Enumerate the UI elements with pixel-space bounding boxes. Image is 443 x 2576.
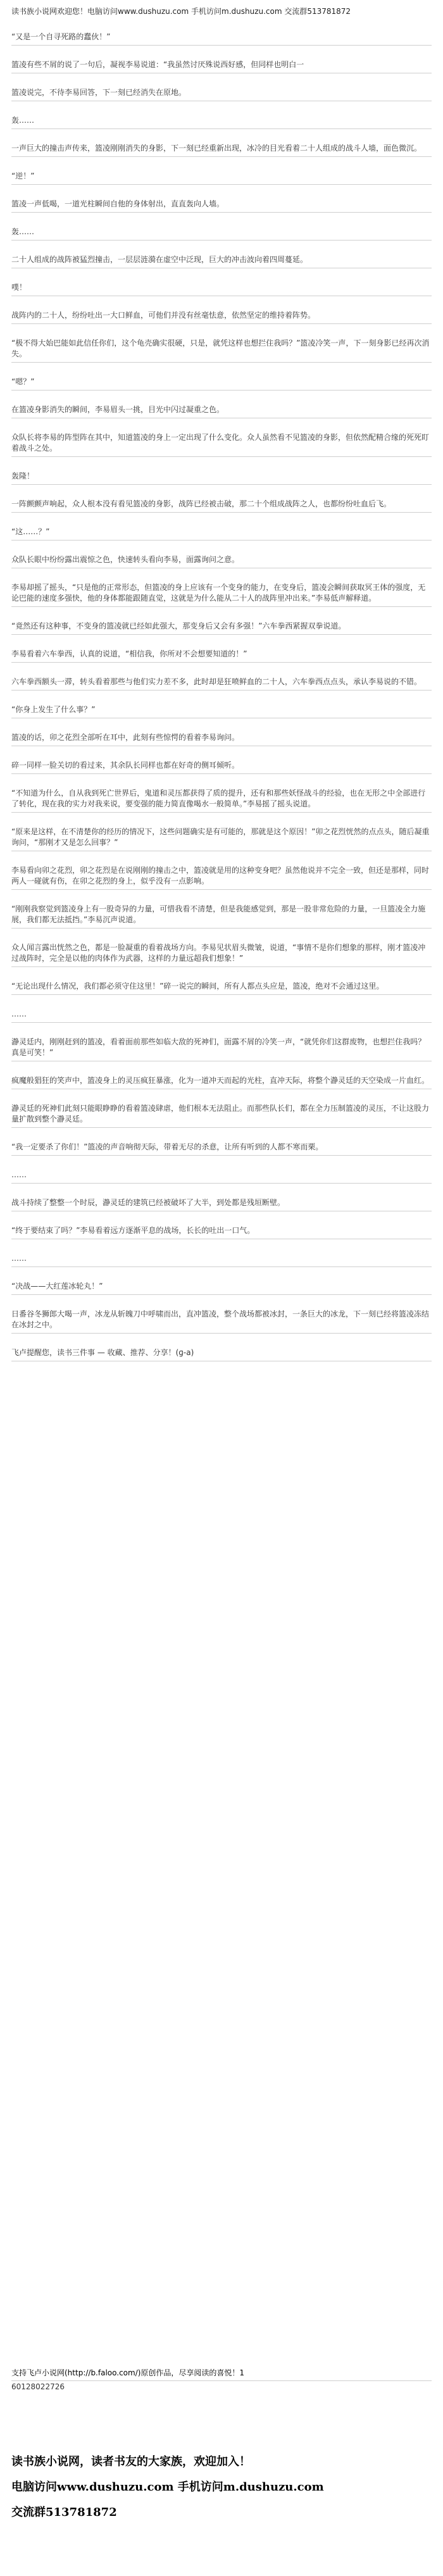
- story-paragraph: 李易看向卯之花烈，卯之花烈是在说刚刚的撞击之中，篮凌就是用的这种变身吧？虽然他说并不完全一致，但还是那样，同时两人一碰就有伤，在卯之花烈的身上，似乎没有一点影响。: [11, 865, 432, 890]
- story-paragraph: 在篮凌身影消失的瞬间，李易眉头一挑，目光中闪过凝重之色。: [11, 404, 432, 418]
- story-paragraph: “不知道为什么，自从我到死亡世界后，鬼道和灵压都获得了质的提升，还有和那些妖怪战斗的经验，也在无形之中全部进行了转化，现在我的实力对我来说，要变强的能力简直像喝水一般简单。”李易摇了摇头说道。: [11, 788, 432, 813]
- story-paragraph: “决战——大红莲冰轮丸！”: [11, 1281, 432, 1295]
- story-paragraph: 飞卢提醒您，读书三件事 — 收藏、推荐、分享！(ɡ-a): [11, 1347, 432, 1361]
- story-paragraph: “无论出现什么情况，我们都必须守住这里！”碎一说完的瞬间，所有人都点头应是，篮凌，绝对不会通过这里。: [11, 981, 432, 995]
- story-paragraph: “原来是这样，在不清楚你的经历的情况下，这些问题确实是有可能的，那就是这个原因！”卯之花烈恍然的点点头，随后凝重询问，“那刚才又是怎么回事？”: [11, 827, 432, 851]
- story-paragraph: ……: [11, 1170, 432, 1184]
- site-promo: [11, 2449, 432, 2525]
- story-paragraph: 二十人组成的战阵被猛烈撞击，一层层涟漪在虚空中泛现，巨大的冲击波向着四周蔓延。: [11, 254, 432, 268]
- story-paragraph: 战阵内的二十人，纷纷吐出一大口鲜血，可他们并没有丝毫怯意，依然坚定的维持着阵势。: [11, 310, 432, 324]
- story-paragraph: “逆！”: [11, 171, 432, 185]
- story-paragraph: 噗！: [11, 282, 432, 296]
- story-paragraph: “嗯？”: [11, 377, 432, 391]
- story-paragraph: 篮凌说完，不待李易回答，下一刻已经消失在原地。: [11, 87, 432, 101]
- story-paragraph: ……: [11, 1253, 432, 1267]
- story-paragraph: 李易却摇了摇头，“只是他的正常形态，但篮凌的身上应该有一个变身的能力，在变身后，篮凌会瞬间获取冥王体的强度，无论巴能的速度多强快，他的身体都能跟随直觉，这就是为什么能从二十人的战阵里冲出来。”李易低声解释道。: [11, 582, 432, 607]
- story-paragraph: ……: [11, 1009, 432, 1023]
- story-paragraph: 瀞灵廷内，刚刚赶到的篮凌，看着面前那些如临大敌的死神们，面露不屑的冷笑一声，“就凭你们这群废物，也想拦住我吗？真是可笑！”: [11, 1037, 432, 1061]
- story-paragraph: 轰……: [11, 227, 432, 241]
- support-link[interactable]: 支持飞卢小说网(http://b.faloo.com/)原创作品，尽享阅读的喜悦！1: [11, 2368, 245, 2377]
- story-paragraph: “终于要结束了吗？”李易看着远方逐渐平息的战场，长长的吐出一口气。: [11, 1225, 432, 1239]
- story-paragraph: 一阵颤颤声响起，众人根本没有看见篮凌的身影，战阵已经被击破，那二十个组成战阵之人，也都纷纷吐血后飞。: [11, 499, 432, 513]
- story-paragraph: 战斗持续了整整一个时辰，瀞灵廷的建筑已经被破坏了大半，到处都是残垣断壁。: [11, 1197, 432, 1211]
- story-paragraph: “刚刚我察觉到篮凌身上有一股奇异的力量，可惜我看不清楚，但是我能感觉到，那是一股非常危险的力量，一旦篮凌全力施展，我们都无法抵挡。”李易沉声说道。: [11, 904, 432, 928]
- promo-urls: 电脑访问www.dushuzu.com 手机访问m.dushuzu.com: [11, 2480, 324, 2494]
- story-paragraph: “这……？”: [11, 527, 432, 541]
- story-paragraph: 轰隆！: [11, 471, 432, 485]
- story-paragraph: 众队长将李易的阵型阵在其中，知道篮凌的身上一定出现了什么变化。众人虽然看不见篮凌的身影，但依然配精合缘的死死盯着战斗之处。: [11, 432, 432, 457]
- story-paragraph: 一声巨大的撞击声传来，篮凌刚刚消失的身影，下一刻已经重新出现，冰冷的目光看着二十人组成的战斗人墙，面色微沉。: [11, 143, 432, 157]
- story-paragraph: 篮凌的话，卯之花烈全部听在耳中，此刻有些惊愕的看着李易询问。: [11, 732, 432, 746]
- promo-slogan: 读书族小说网，读者书友的大家族，欢迎加入！: [11, 2455, 251, 2468]
- story-paragraph: “极不得大始巴能如此信任你们，这个龟壳确实很硬，只是，就凭这样也想拦住我吗？”篮凌冷笑一声，下一刻身影已经再次消失。: [11, 338, 432, 363]
- story-paragraph: 碎一同样一脸关切的看过来，其余队长同样也都在好奇的侧耳倾听。: [11, 760, 432, 774]
- story-paragraph: 瀞灵廷的死神们此刻只能眼睁睁的看着篮凌肆虐，他们根本无法阻止。而那些队长们，都在全力压制篮凌的灵压，不让这股力量扩散到整个瀞灵廷。: [11, 1103, 432, 1128]
- story-paragraph: “我一定要杀了你们！”篮凌的声音响彻天际，带着无尽的杀意，让所有听到的人都不寒而栗。: [11, 1142, 432, 1156]
- site-header-notice: 读书族小说网欢迎您！电脑访问www.dushuzu.com 手机访问m.dushuzu.com 交流群513781872: [11, 7, 351, 15]
- chapter-content: [11, 32, 432, 2354]
- chapter-footer: [11, 2367, 432, 2392]
- chapter-code: 60128022726: [11, 2382, 65, 2391]
- story-paragraph: 众队长眼中纷纷露出震惊之色，快速转头看向李易，面露询问之意。: [11, 554, 432, 568]
- story-paragraph: “又是一个自寻死路的蠢伙！”: [11, 32, 432, 46]
- story-paragraph: 疯魔般猖狂的笑声中，篮凌身上的灵压疯狂暴涨，化为一道冲天而起的光柱，直冲天际，将整个瀞灵廷的天空染成一片血红。: [11, 1075, 432, 1089]
- story-paragraph: 轰……: [11, 115, 432, 129]
- story-paragraph: 日番谷冬狮郎大喝一声，冰龙从斩魄刀中呼啸而出，直冲篮凌，整个战场都被冰封，一条巨大的冰龙，下一刻已经将篮凌冻结在冰封之中。: [11, 1309, 432, 1334]
- story-paragraph: 六车拳西额头一滞，转头看着那些与他们实力差不多，此时却是狂喷鲜血的二十人，六车拳西点点头，承认李易说的不错。: [11, 677, 432, 691]
- promo-group: 交流群513781872: [11, 2506, 117, 2519]
- story-paragraph: 篮凌有些不屑的说了一句后，凝视李易说道：“我虽然讨厌殊说西好感，但同样也明白一: [11, 59, 432, 73]
- story-paragraph: 篮凌一声低喝，一道光柱瞬间自他的身体射出，直直轰向人墙。: [11, 199, 432, 213]
- story-paragraph: 李易看着六车拳西，认真的说道，“相信我，你所对不会想要知道的！”: [11, 649, 432, 663]
- support-notice[interactable]: [11, 2367, 432, 2381]
- story-paragraph: “你身上发生了什么事？”: [11, 704, 432, 718]
- story-paragraph: 众人闻言露出恍然之色，都是一脸凝重的看着战场方向。李易见状眉头微皱，说道，“事情不是你们想象的那样，刚才篮凌冲过战阵时，完全是以他的肉体作为武器，这样的力量远超我们想象！”: [11, 942, 432, 967]
- story-paragraph: “竟然还有这种事，不变身的篮凌就已经如此强大，那变身后又会有多强！”六车拳西紧握双拳说道。: [11, 621, 432, 635]
